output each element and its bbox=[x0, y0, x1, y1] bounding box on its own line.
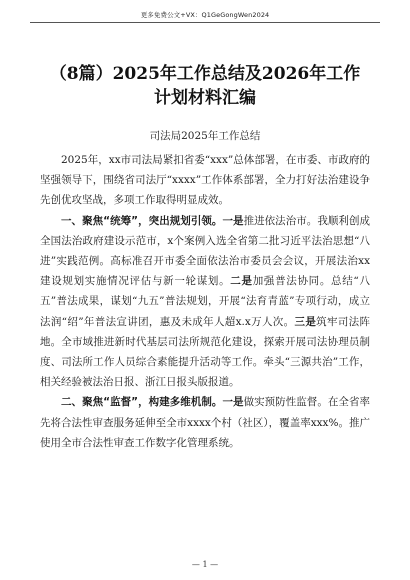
title-line-1: （8篇）2025年工作总结及2026年工作 bbox=[49, 64, 361, 84]
paragraph-section-2 bbox=[40, 392, 370, 453]
section-1-keyword-1: 一是 bbox=[222, 214, 244, 227]
page-number: — 1 — bbox=[191, 560, 219, 569]
section-2-keyword-1: 一是 bbox=[222, 396, 244, 409]
paragraph-section-1 bbox=[40, 211, 370, 393]
section-2-heading: 二、聚焦“监督”，构建多维机制。 bbox=[61, 396, 223, 409]
section-1-text-1: 推进依法治市。我顺利创成全国法治政府建设示范市，x个案例入选全省第二批习近平法治思想“八进”实践范例。高标准召开市委全面依法治市委员会会议，开展法治xx建设规划实施情况评估与新一轮谋划。 bbox=[40, 214, 371, 288]
section-2-text-1: 做实预防性监督。在全省率先将合法性审查服务延伸至全市xxxx个村（社区），覆盖率xxx%。推广使用全市合法性审查工作数字化管理系统。 bbox=[40, 396, 371, 449]
document-body bbox=[40, 150, 370, 453]
header-note: 更多免费公文+VX：Q1GeGongWen2024 bbox=[140, 11, 270, 19]
section-1-text-3: 筑牢司法阵地。全市域推进新时代基层司法所规范化建设，探索开展司法协理员制度、司法所工作人员综合素能提升活动等工作。牵头“三源共治”工作，相关经验被法治日报、浙江日报头版报道。 bbox=[40, 315, 370, 389]
section-1-text-2: 加强普法协同。总结“八五”普法成果，谋划“九五”普法规划，开展“法育青蓝”专项行动，成立法润“绍”年普法宣讲团，惠及未成年人超x.x万人次。 bbox=[40, 275, 370, 328]
section-1-keyword-3: 三是 bbox=[294, 315, 317, 328]
section-1-heading: 一、聚焦“统筹”，突出规划引领。 bbox=[61, 214, 223, 227]
paragraph-intro: 2025年，xx市司法局紧扣省委“xxx”总体部署，在市委、市政府的坚强领导下，围绕省司法厅“xxxx”工作体系部署，全力打好法治建设争先创优攻坚战，多项工作取得明显成效。 bbox=[40, 154, 370, 207]
document-title bbox=[30, 62, 380, 110]
header-divider bbox=[30, 22, 380, 23]
title-line-2: 计划材料汇编 bbox=[154, 88, 256, 108]
section-title: 司法局2025年工作总结 bbox=[149, 130, 261, 142]
section-1-keyword-2: 二是 bbox=[230, 275, 253, 288]
